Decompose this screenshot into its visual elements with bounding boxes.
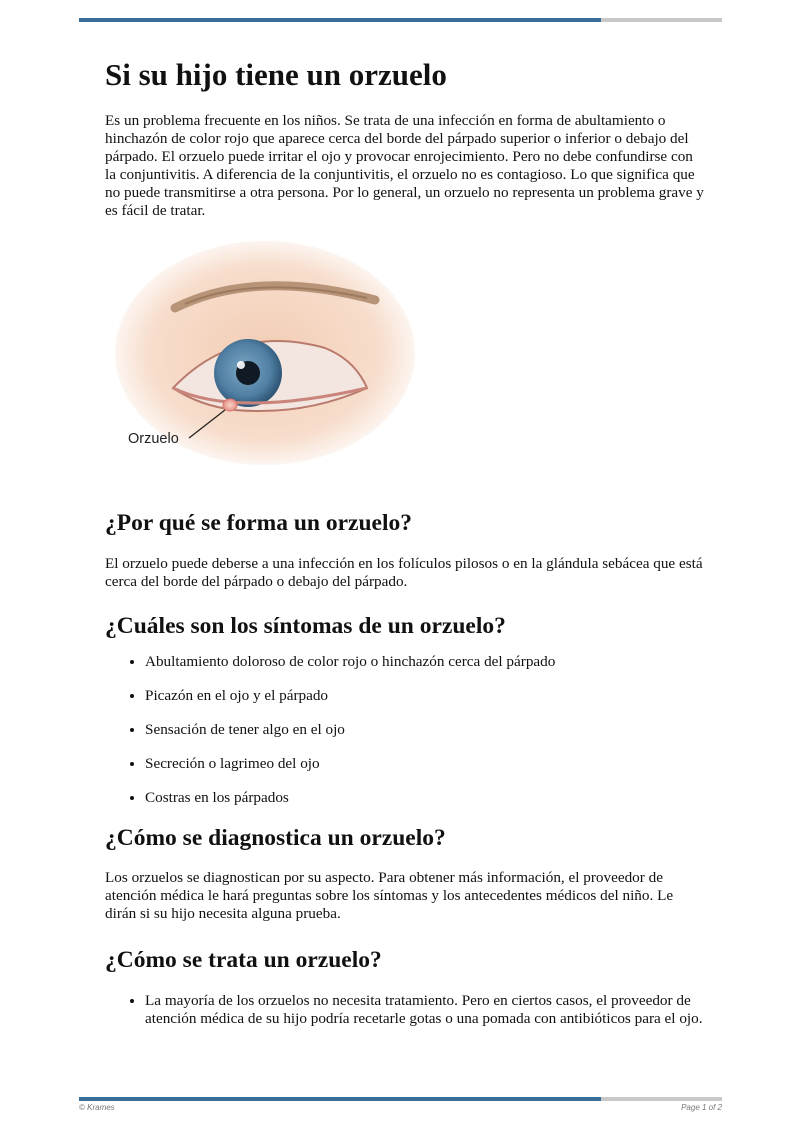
header-progress-fill [79, 18, 601, 22]
intro-paragraph: Es un problema frecuente en los niños. Se trata de una infección en forma de abultamiento o hinchazón de color rojo que aparece cerca del borde del párpado superior o inferior o debajo del párpado. El orzuelo puede irritar el ojo y provocar enrojecimiento. Pero no debe confundirse con la conjuntivitis. A diferencia de la conjuntivitis, el orzuelo no es contagioso. Lo que significa que no puede transmitirse a otra persona. Por lo general, un orzuelo no representa un problema grave y es fácil de tratar. [105, 112, 704, 219]
illustration-label: Orzuelo [128, 431, 179, 447]
list-item: • Secreción o lagrimeo del ojo [145, 755, 705, 773]
heading-diagnosis: ¿Cómo se diagnostica un orzuelo? [105, 825, 446, 851]
page-title: Si su hijo tiene un orzuelo [105, 57, 447, 92]
header-progress-bar [79, 18, 722, 22]
page-number: Page 1 of 2 [681, 1103, 722, 1112]
symptoms-list [105, 653, 705, 807]
heading-why: ¿Por qué se forma un orzuelo? [105, 510, 412, 536]
footer-progress-bar [79, 1097, 722, 1101]
footer-progress-fill [79, 1097, 601, 1101]
heading-symptoms: ¿Cuáles son los síntomas de un orzuelo? [105, 613, 506, 639]
list-item: • Costras en los párpados [145, 789, 705, 807]
list-item: • Picazón en el ojo y el párpado [145, 687, 705, 705]
list-item: • Sensación de tener algo en el ojo [145, 721, 705, 739]
heading-treatment: ¿Cómo se trata un orzuelo? [105, 947, 382, 973]
list-item: • La mayoría de los orzuelos no necesita tratamiento. Pero en ciertos casos, el proveedor de atención médica de su hijo podría recetarle gotas o una pomada con antibióticos para el ojo. [145, 992, 705, 1028]
diagnosis-paragraph: Los orzuelos se diagnostican por su aspecto. Para obtener más información, el proveedor de atención médica le hará preguntas sobre los síntomas y los antecedentes médicos del niño. Le dirán si su hijo necesita alguna prueba. [105, 869, 674, 922]
list-item: • Abultamiento doloroso de color rojo o hinchazón cerca del párpado [145, 653, 705, 671]
eye-stye-illustration [105, 238, 415, 468]
copyright-text: © Krames [79, 1103, 115, 1112]
treatment-list [105, 992, 705, 1028]
why-paragraph: El orzuelo puede deberse a una infección en los folículos pilosos o en la glándula sebácea que está cerca del borde del párpado o debajo del párpado. [105, 555, 703, 590]
document-body [105, 56, 705, 1028]
